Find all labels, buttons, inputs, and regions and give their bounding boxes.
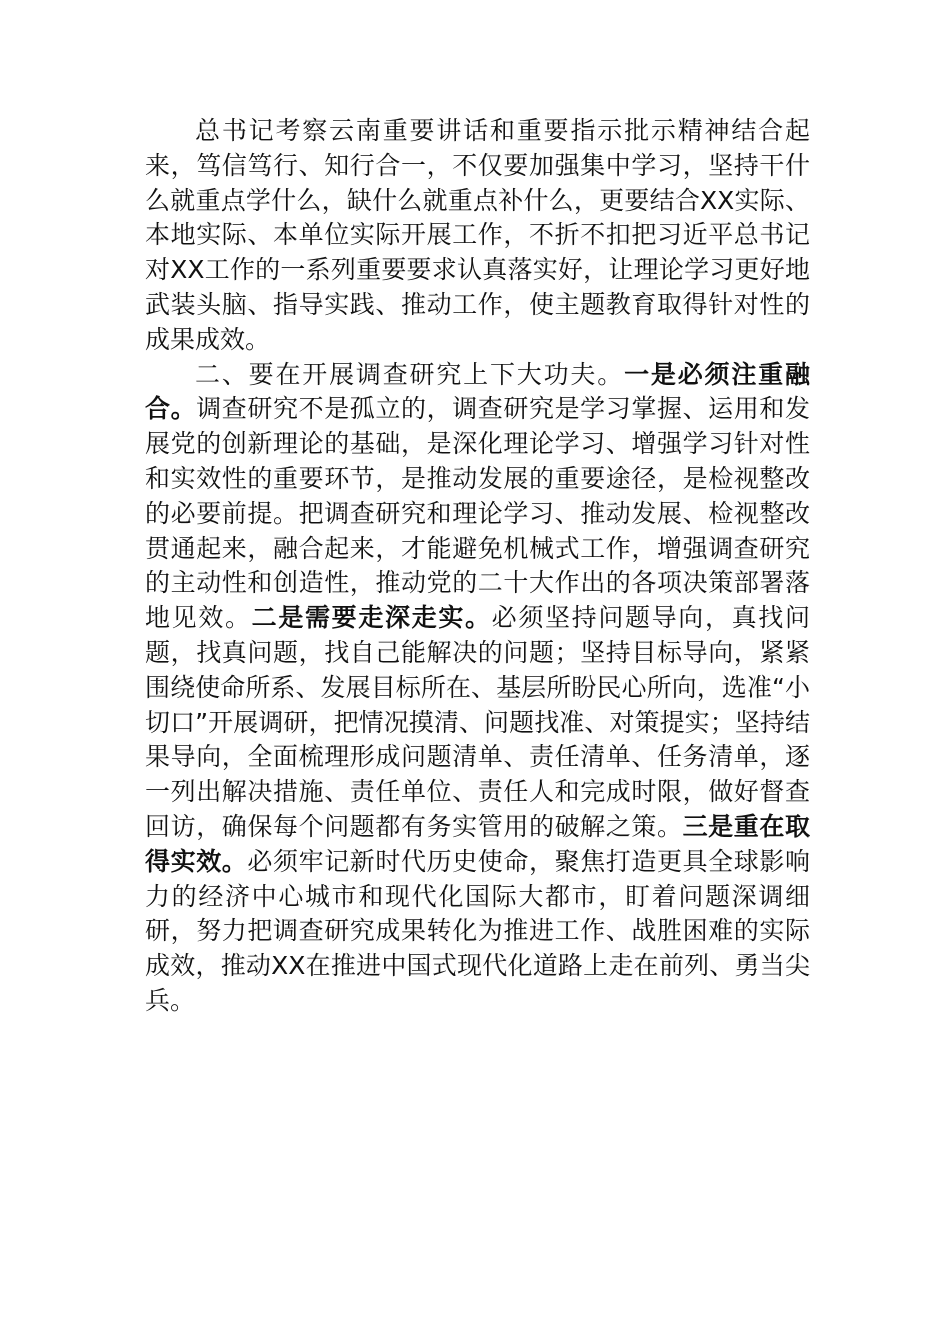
paragraph-1 bbox=[145, 114, 810, 358]
point-two-text: 必须坚持问题导向，真找问题，找真问题，找自己能解决的问题；坚持目标导向，紧紧围绕使命所系、发展目标所在、基层所盼民心所向，选准“小切口”开展调研，把情况摸清、问题找准、对策提实；坚持结果导向，全面梳理形成问题清单、责任清单、任务清单，逐一列出解决措施、责任单位、责任人和完成时限，做好督查回访，确保每个问题都有务实管用的破解之策。 bbox=[145, 603, 810, 841]
document-page bbox=[145, 114, 810, 1019]
section-two-lead: 二、要在开展调查研究上下大功夫。 bbox=[195, 359, 625, 389]
point-three-text: 必须牢记新时代历史使命，聚焦打造更具全球影响力的经济中心城市和现代化国际大都市，盯着问题深调细研，努力把调查研究成果转化为推进工作、战胜困难的实际成效，推动XX在推进中国式现代化道路上走在前列、勇当尖兵。 bbox=[145, 846, 810, 1015]
paragraph-2 bbox=[145, 358, 810, 1019]
paragraph-1-text: 总书记考察云南重要讲话和重要指示批示精神结合起来，笃信笃行、知行合一，不仅要加强集中学习，坚持干什么就重点学什么，缺什么就重点补什么，更要结合XX实际、本地实际、本单位实际开展工作，不折不扣把习近平总书记对XX工作的一系列重要要求认真落实好，让理论学习更好地武装头脑、指导实践、推动工作，使主题教育取得针对性的成果成效。 bbox=[145, 116, 810, 354]
point-one-title: 一是必须注重融合。 bbox=[145, 359, 810, 424]
point-three-title: 三是重在取得实效。 bbox=[145, 811, 810, 876]
point-one-text: 调查研究不是孤立的，调查研究是学习掌握、运用和发展党的创新理论的基础，是深化理论学习、增强学习针对性和实效性的重要环节，是推动发展的重要途径，是检视整改的必要前提。把调查研究和理论学习、推动发展、检视整改贯通起来，融合起来，才能避免机械式工作，增强调查研究的主动性和创造性，推动党的二十大作出的各项决策部署落地见效。 bbox=[145, 394, 810, 633]
point-two-title: 二是需要走深走实。 bbox=[251, 603, 492, 633]
